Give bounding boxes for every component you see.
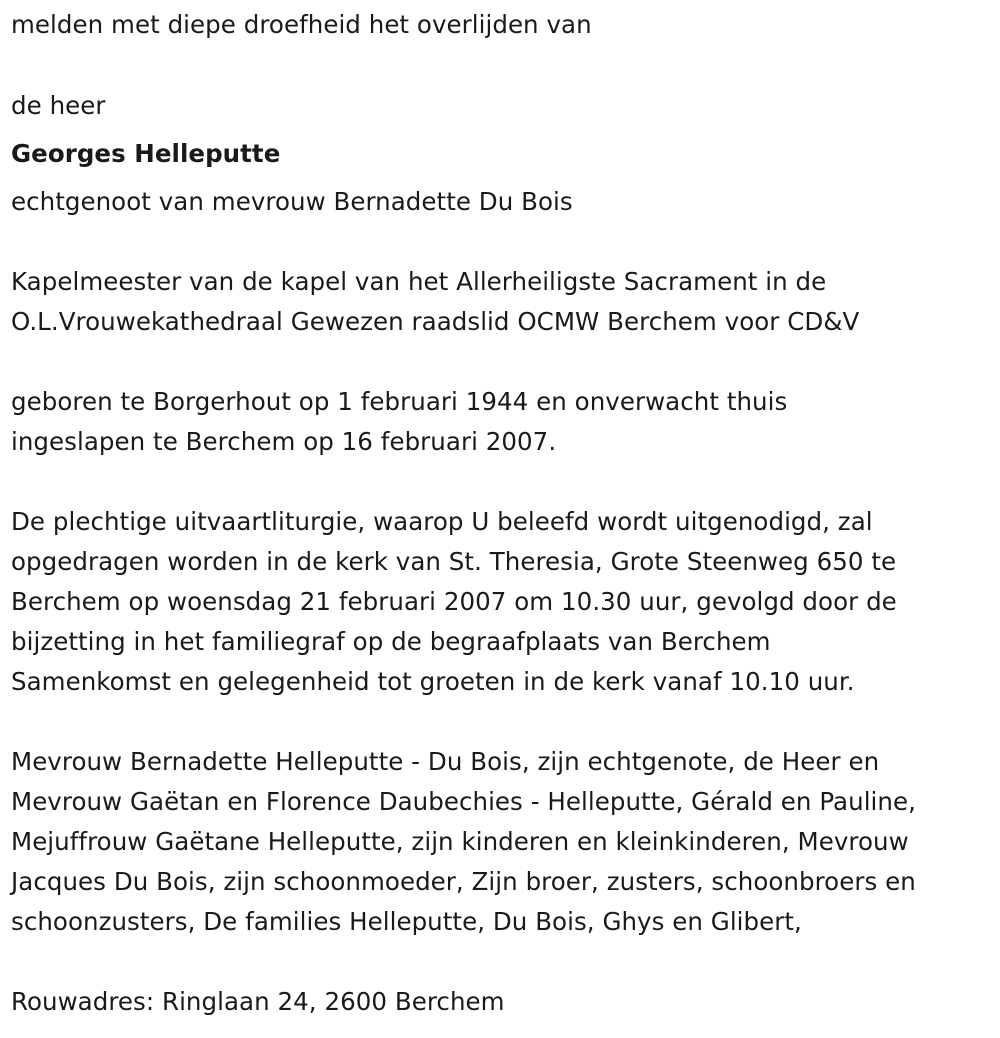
birth-death-line: geboren te Borgerhout op 1 februari 1944 en onverwacht thuis <box>11 387 788 416</box>
address-text: Rouwadres: Ringlaan 24, 2600 Berchem <box>11 987 505 1016</box>
family-line: Mejuffrouw Gaëtane Helleputte, zijn kinderen en kleinkinderen, Mevrouw <box>11 827 909 856</box>
family-line: Jacques Du Bois, zijn schoonmoeder, Zijn broer, zusters, schoonbroers en <box>11 867 916 896</box>
function-line: Kapelmeester van de kapel van het Allerheiligste Sacrament in de <box>11 267 827 296</box>
function-line: O.L.Vrouwekathedraal Gewezen raadslid OCMW Berchem voor CD&V <box>11 307 860 336</box>
funeral-line: Samenkomst en gelegenheid tot groeten in de kerk vanaf 10.10 uur. <box>11 667 855 696</box>
deceased-name: Georges Helleputte <box>11 139 281 168</box>
birth-death-line: ingeslapen te Berchem op 16 februari 2007. <box>11 427 557 456</box>
intro-text: melden met diepe droefheid het overlijden van <box>11 10 592 39</box>
title-prefix: de heer <box>11 91 106 120</box>
spouse-text: echtgenoot van mevrouw Bernadette Du Bois <box>11 187 573 216</box>
funeral-line: Berchem op woensdag 21 februari 2007 om 10.30 uur, gevolgd door de <box>11 587 897 616</box>
funeral-line: bijzetting in het familiegraf op de begraafplaats van Berchem <box>11 627 771 656</box>
funeral-line: opgedragen worden in de kerk van St. Theresia, Grote Steenweg 650 te <box>11 547 897 576</box>
family-line: schoonzusters, De families Helleputte, Du Bois, Ghys en Glibert, <box>11 907 802 936</box>
family-line: Mevrouw Bernadette Helleputte - Du Bois, zijn echtgenote, de Heer en <box>11 747 880 776</box>
family-line: Mevrouw Gaëtan en Florence Daubechies - Helleputte, Gérald en Pauline, <box>11 787 916 816</box>
funeral-line: De plechtige uitvaartliturgie, waarop U beleefd wordt uitgenodigd, zal <box>11 507 873 536</box>
